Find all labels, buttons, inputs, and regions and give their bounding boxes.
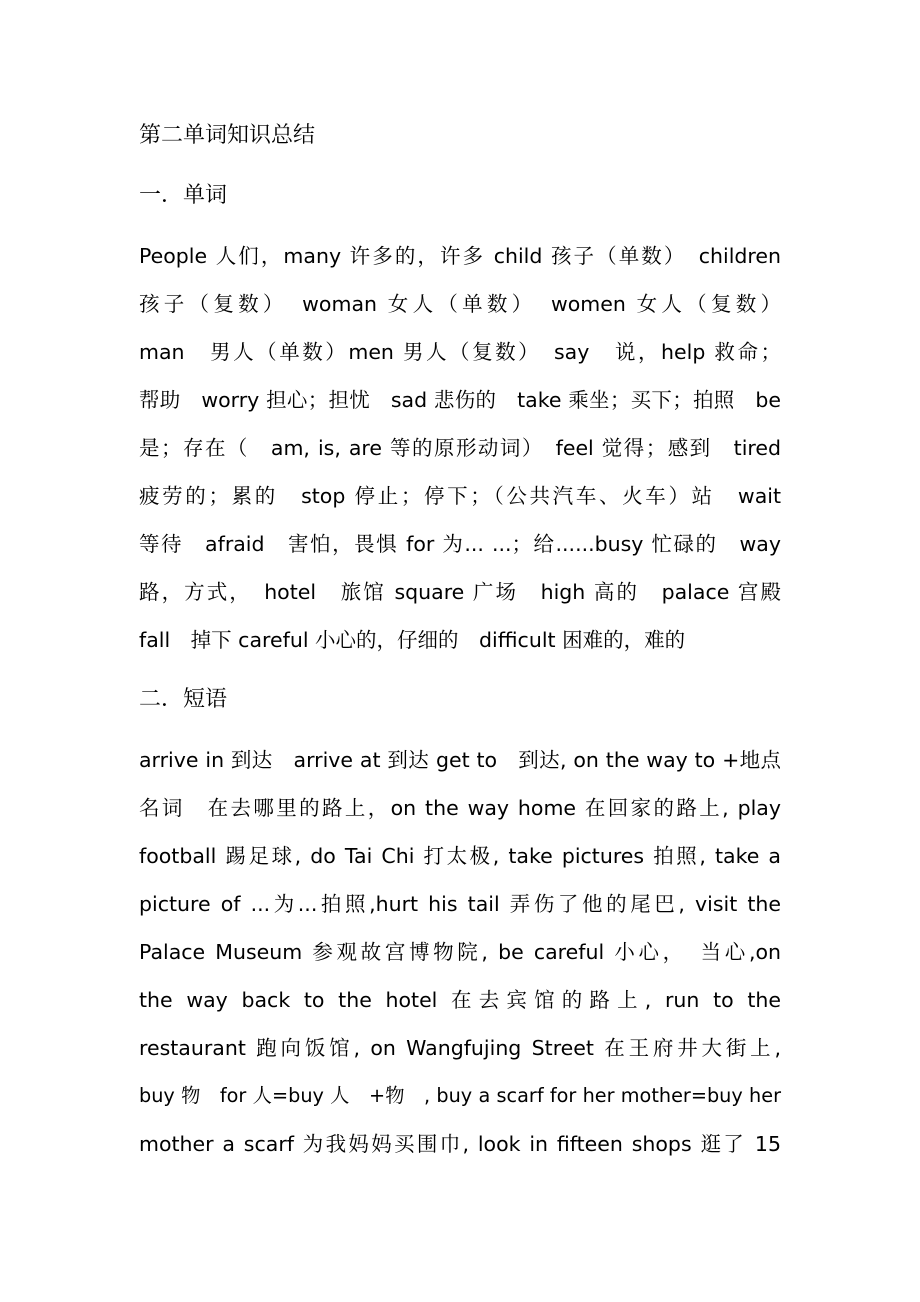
paragraph-line: 疲劳的；累的 stop 停止；停下；（公共汽车、火车）站 wait: [139, 484, 781, 508]
paragraph-line: 等待 afraid 害怕，畏惧 for 为... ...；给......busy 忙碌的 way: [139, 532, 781, 556]
paragraph-line: mother a scarf 为我妈妈买围巾, look in fifteen shops 逛了 15: [139, 1132, 781, 1156]
paragraph-line: People 人们，many 许多的，许多 child 孩子（单数） children: [139, 244, 781, 268]
paragraph-line: 帮助 worry 担心；担忧 sad 悲伤的 take 乘坐；买下；拍照 be: [139, 388, 781, 412]
paragraph-line: 路，方式， hotel 旅馆 square 广场 high 高的 palace 宫殿: [139, 580, 781, 604]
phrases-paragraph: [139, 736, 781, 1168]
paragraph-line: fall 掉下 careful 小心的，仔细的 difficult 困难的，难的: [139, 628, 686, 652]
paragraph-line: arrive in 到达 arrive at 到达 get to 到达, on the way to +地点: [139, 748, 781, 772]
paragraph-line: football 踢足球, do Tai Chi 打太极, take pictures 拍照, take a: [139, 844, 781, 868]
paragraph-line: 名词 在去哪里的路上，on the way home 在回家的路上, play: [139, 796, 781, 820]
words-paragraph: [139, 232, 781, 664]
paragraph-line: man 男人（单数）men 男人（复数） say 说，help 救命；: [139, 340, 781, 364]
paragraph-line: the way back to the hotel 在去宾馆的路上, run to the: [139, 988, 781, 1012]
paragraph-line: 是；存在（ am, is, are 等的原形动词） feel 觉得；感到 tired: [139, 436, 781, 460]
paragraph-line: picture of ...为...拍照,hurt his tail 弄伤了他的尾巴, visit the: [139, 892, 781, 916]
paragraph-line: restaurant 跑向饭馆, on Wangfujing Street 在王府井大街上,: [139, 1036, 781, 1060]
document-title: 第二单词知识总结: [139, 123, 316, 148]
section-heading-words: 一．单词: [139, 183, 228, 208]
paragraph-line: 孩子（复数） woman 女人（单数） women 女人（复数）: [139, 292, 781, 316]
document-content: [139, 112, 781, 1168]
section-heading-phrases: 二．短语: [139, 687, 228, 712]
paragraph-line: Palace Museum 参观故宫博物院, be careful 小心， 当心,on: [139, 940, 781, 964]
paragraph-line: buy 物 for 人=buy 人 +物 , buy a scarf for her mother=buy her: [139, 1084, 781, 1107]
